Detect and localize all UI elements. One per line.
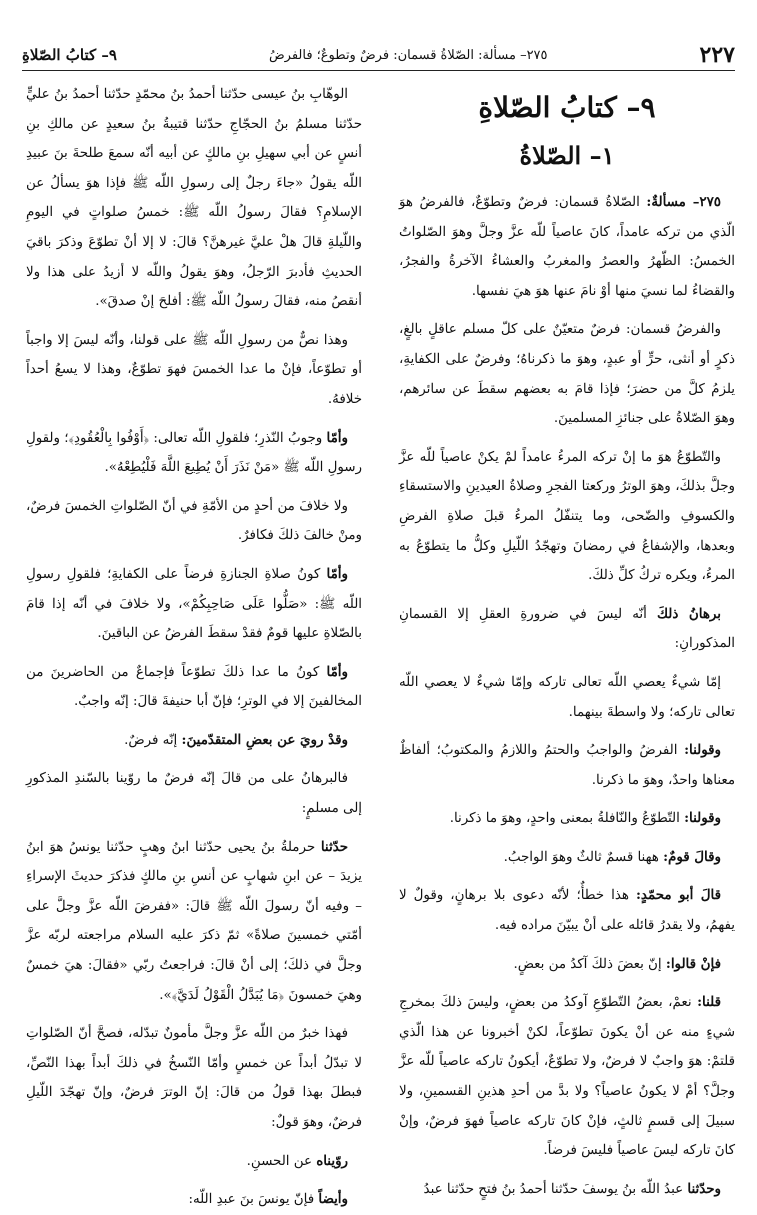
paragraph-text: حرملةُ بنُ يحيى حدّثنا ابنُ وهبٍ حدّثنا يونسُ هوَ ابنُ يزيدَ – عن ابنِ شهابٍ عن أنسِ بنِ مالكٍ فذكرَ حديثَ الإسراءِ – وفيه أنّ رسولَ اللّه ﷺ قالَ: «ففرضَ اللّه عزَّ وجلَّ على أمّتي خمسينَ صلاةً» ثمّ ذكرَ عليه السلام مراجعته لربّه عزَّ وجلَّ في ذلكَ؛ إلى أنْ قالَ: فراجعتُ ربّي «فقالَ: هيَ خمسٌ وهيَ خمسونَ ﴿مَا يُبَدَّلُ الْقَوْلُ لَدَيَّ﴾». [26,839,362,1003]
paragraph-text: الفرضُ والواجبُ والحتمُ واللازمُ والمكتوبُ؛ ألفاظٌ معناها واحدٌ، وهوَ ما ذكرنا. [399,743,735,788]
paragraph [26,764,362,823]
paragraph [26,1185,362,1215]
paragraph-text: فالبرهانُ على من قالَ إنّه فرضٌ ما روّينا بالسّندِ المذكورِ إلى مسلمٍ: [26,771,362,817]
paragraph-lead: وقولنا: [684,742,721,759]
chapter-title: ١– الصّلاةُ [519,141,615,170]
page-number: ٢٢٧ [699,42,735,68]
paragraph-lead: وقالَ قومٌ: [663,848,721,865]
paragraph-text: نعمْ، بعضُ التّطوّعِ آوكدُ من بعضٍ، وليسَ ذلكَ بمخرجِ شيءٍ منه عن أنْ يكونَ تطوّعاً، لكنْ أخبرونا عن هذا الّذي قلتمْ: هوَ واجبٌ لا فرضٌ، ولا تطوّعٌ، أيكونُ تاركه عاصياً للّه عزَّ وجلَّ؟ أمْ لا يكونُ عاصياً؟ ولا بدَّ من أحدِ هذينِ القسمينِ، ولا سبيلَ إلى قسمٍ ثالثٍ، فإنْ كانَ تاركه عاصياً فهوَ فرضٌ، وإنْ كانَ تاركه ليسَ عاصياً فليسَ فرضاً. [399,995,735,1159]
paragraph [399,881,735,940]
paragraph-lead: وأمّا [326,663,348,680]
paragraph [26,658,362,717]
paragraph-lead: حدّثنا [320,838,348,855]
paragraph [399,315,735,433]
paragraph [26,833,362,1011]
paragraph-text: إمّا شيءٌ يعصي اللّه تعالى تاركه وإمّا شيءٌ لا يعصي اللّه تعالى تاركه؛ ولا واسطةَ بينهما. [399,674,735,720]
left-column [26,80,362,1208]
paragraph-text: فإنّ يونسَ بنَ عبدِ اللّه: [188,1192,319,1208]
paragraph-text: ولا خلافَ من أحدٍ من الأمّةِ في أنّ الصّلواتِ الخمسَ فرضٌ، ومنْ خالفَ ذلكَ فكافرٌ. [26,498,362,544]
paragraph [26,1147,362,1177]
paragraph-text: عبدُ اللّه بنُ يوسفَ حدّثنا أحمدُ بنُ فتحٍ حدّثنا عبدُ [423,1181,688,1197]
paragraph-text: الوهّابِ بنُ عيسى حدّثنا أحمدُ بنُ محمّدٍ حدّثنا أحمدُ بنُ عليٍّ حدّثنا مسلمُ بنُ الحجّاجِ حدّثنا قتيبةُ بنُ سعيدٍ عن مالكِ بنِ أنسٍ عن أبي سهيلِ بنِ مالكٍ عن أبيه أنّه سمعَ طلحةَ بنَ عبيدِ اللّه يقولُ «جاءَ رجلٌ إلى رسولِ اللّه ﷺ فإذا هوَ يسألُ عن الإسلامِ؟ فقالَ رسولُ اللّه ﷺ: خمسُ صلواتٍ في اليومِ واللّيلةِ قالَ هلْ عليَّ غيرهنَّ؟ قالَ: لا إلا أنْ تطوّعَ وذكرَ باقيَ الحديثِ فأدبرَ الرّجلُ، وهوَ يقولُ واللّه لا أزيدُ على هذا ولا أنقصُ منه، فقالَ رسولُ اللّه ﷺ: أفلحَ إنْ صدقَ». [26,87,362,310]
paragraph [399,804,735,834]
paragraph-text: كونُ ما عدا ذلكَ تطوّعاً فإجماعٌ من الحاضرينَ من المخالفينَ إلا في الوترِ؛ فإنّ أبا حنيفةَ قالَ: إنّه واجبٌ. [26,664,362,710]
paragraph-text: والتّطوّعُ هوَ ما إنْ تركه المرءُ عامداً لمْ يكنْ عاصياً للّه عزَّ وجلَّ بذلكَ، وهوَ الوترُ وركعتا الفجرِ وصلاةُ العيدينِ والاستسقاءِ والكسوفِ والضّحى، وما يتنفّلُ المرءُ قبلَ صلاةِ الفرضِ وبعدها، والإشفاعُ في رمضانَ وتهجّدُ اللّيلِ وكلُّ ما يتطوّعُ به المرءُ، ويكره تركُ كلِّ ذلكَ. [399,449,735,584]
running-title: ٢٧٥– مسألة: الصّلاةُ قسمان: فرضٌ وتطوعٌ؛ فالفرضُ [268,47,548,63]
paragraph-text: إنّه فرضٌ. [124,732,182,748]
paragraph [399,668,735,727]
paragraph [26,492,362,551]
paragraph-text: الصّلاةُ قسمان: فرضٌ وتطوّعٌ، فالفرضُ هوَ الّذي من تركه عامداً، كانَ عاصياً للّه عزَّ وجلَّ وهوَ الصّلواتُ الخمسُ: الظّهرُ والعصرُ والمغربُ والعشاءُ الآخرةُ والفجرُ، والقضاءُ لما نسيَ منها أوْ نامَ عنها هوَ هيَ نفسها. [399,195,735,299]
paragraph-lead: فإنْ قالوا: [665,955,721,972]
paragraph [26,424,362,483]
paragraph-text: عن الحسنِ. [246,1153,317,1169]
paragraph-text: كونُ صلاةِ الجنازةِ فرضاً على الكفايةِ؛ فلقولِ رسولِ اللّه ﷺ: «صَلُّوا عَلَى صَاحِبِكُمْ»، ولا خلافَ في أنّه إذا قامَ بالصّلاةِ عليها قومٌ فقدْ سقطَ الفرضُ عن الباقينَ. [26,566,362,642]
paragraph [399,443,735,591]
paragraph-lead: روّيناه [316,1152,348,1169]
paragraph-text: أنّه ليسَ في ضرورةِ العقلِ إلا القسمانِ المذكورانِ: [399,606,735,652]
paragraph-text: ههنا قسمٌ ثالثٌ وهوَ الواجبُ. [503,849,664,865]
paragraph-lead: وأمّا [326,429,348,446]
paragraph [26,326,362,415]
paragraph [399,1175,735,1205]
paragraph [26,80,362,317]
paragraph [399,600,735,659]
paragraph-text: وهذا نصٌّ من رسولِ اللّه ﷺ على قولنا، وأنّه ليسَ إلا واجباً أو تطوّعاً، فإنْ ما عدا الخمسَ فهوَ تطوّعٌ، وهذا لا يسعُ أحداً خلافهُ. [26,332,362,407]
paragraph-lead: وقولنا: [684,810,721,827]
page-header [22,40,735,71]
paragraph [26,726,362,756]
right-column [399,80,735,1197]
paragraph [26,1019,362,1137]
paragraph [399,843,735,873]
paragraph [26,560,362,649]
book-title: ٩– كتابُ الصّلاةِ [478,91,656,124]
paragraph-text: هذا خطأٌ؛ لأنّه دعوى بلا برهانٍ، وقولٌ لا يفهمُ، ولا يقدرُ قائله على أنْ يبيّنَ مراده فيه. [399,888,735,934]
paragraph-text: إنّ بعضَ ذلكَ آكدُ من بعضٍ. [513,956,666,972]
paragraph-lead: قالَ أبو محمّدٍ: [635,887,721,904]
paragraph [399,950,735,980]
paragraph [399,988,735,1166]
paragraph-lead: وقدْ رويَ عن بعضِ المتقدّمينَ: [181,731,348,748]
paragraph [399,736,735,795]
paragraph-text: التّطوّعُ والنّافلةُ بمعنى واحدٍ، وهوَ ما ذكرنا. [449,811,685,827]
paragraph-lead: ٢٧٥– مسألةٌ: [646,194,721,210]
paragraph-text: فهذا خبرٌ من اللّه عزَّ وجلَّ مأمونٌ تبدّله، فصحَّ أنّ الصّلواتِ لا تبدّلُ أبداً عن خمسٍ وأمّا النّسخُ في ذلكَ أبداً بهذا النّصِّ، فبطلَ بهذا قولُ من قالَ: إنّ الوترَ فرضٌ، وإنّ تهجّدَ اللّيلِ فرضٌ، وهوَ قولٌ: [26,1026,362,1130]
book-label: ٩– كتابُ الصّلاةِ [22,46,117,64]
paragraph-lead: وحدّثنا [687,1180,721,1197]
paragraph-text: وجوبُ النّذرِ؛ فلقولِ اللّه تعالى: ﴿أَوْفُوا بِالْعُقُودِ﴾؛ ولقولِ رسولِ اللّه ﷺ «مَنْ نَذَرَ أَنْ يُطِيعَ اللَّهَ فَلْيُطِعْهُ». [26,430,362,476]
paragraph-lead: وأيضاً [318,1191,348,1208]
paragraph [399,188,735,306]
paragraph-lead: قلنا: [697,994,721,1011]
paragraph-lead: برهانُ ذلكَ [657,605,721,622]
paragraph-text: والفرضُ قسمان: فرضٌ متعيّنٌ على كلّ مسلم عاقلٍ بالغٍ، ذكرٍ أو أنثى، حرٍّ أو عبدٍ، وهوَ ما ذكرناهُ؛ وفرضٌ على الكفايةِ، يلزمُ كلَّ من حضرَ؛ فإذا قامَ به بعضهم سقطَ عن سائرهم، وهوَ الصّلاةُ على جنائزِ المسلمينَ. [399,322,735,427]
paragraph-lead: وأمّا [326,565,348,582]
